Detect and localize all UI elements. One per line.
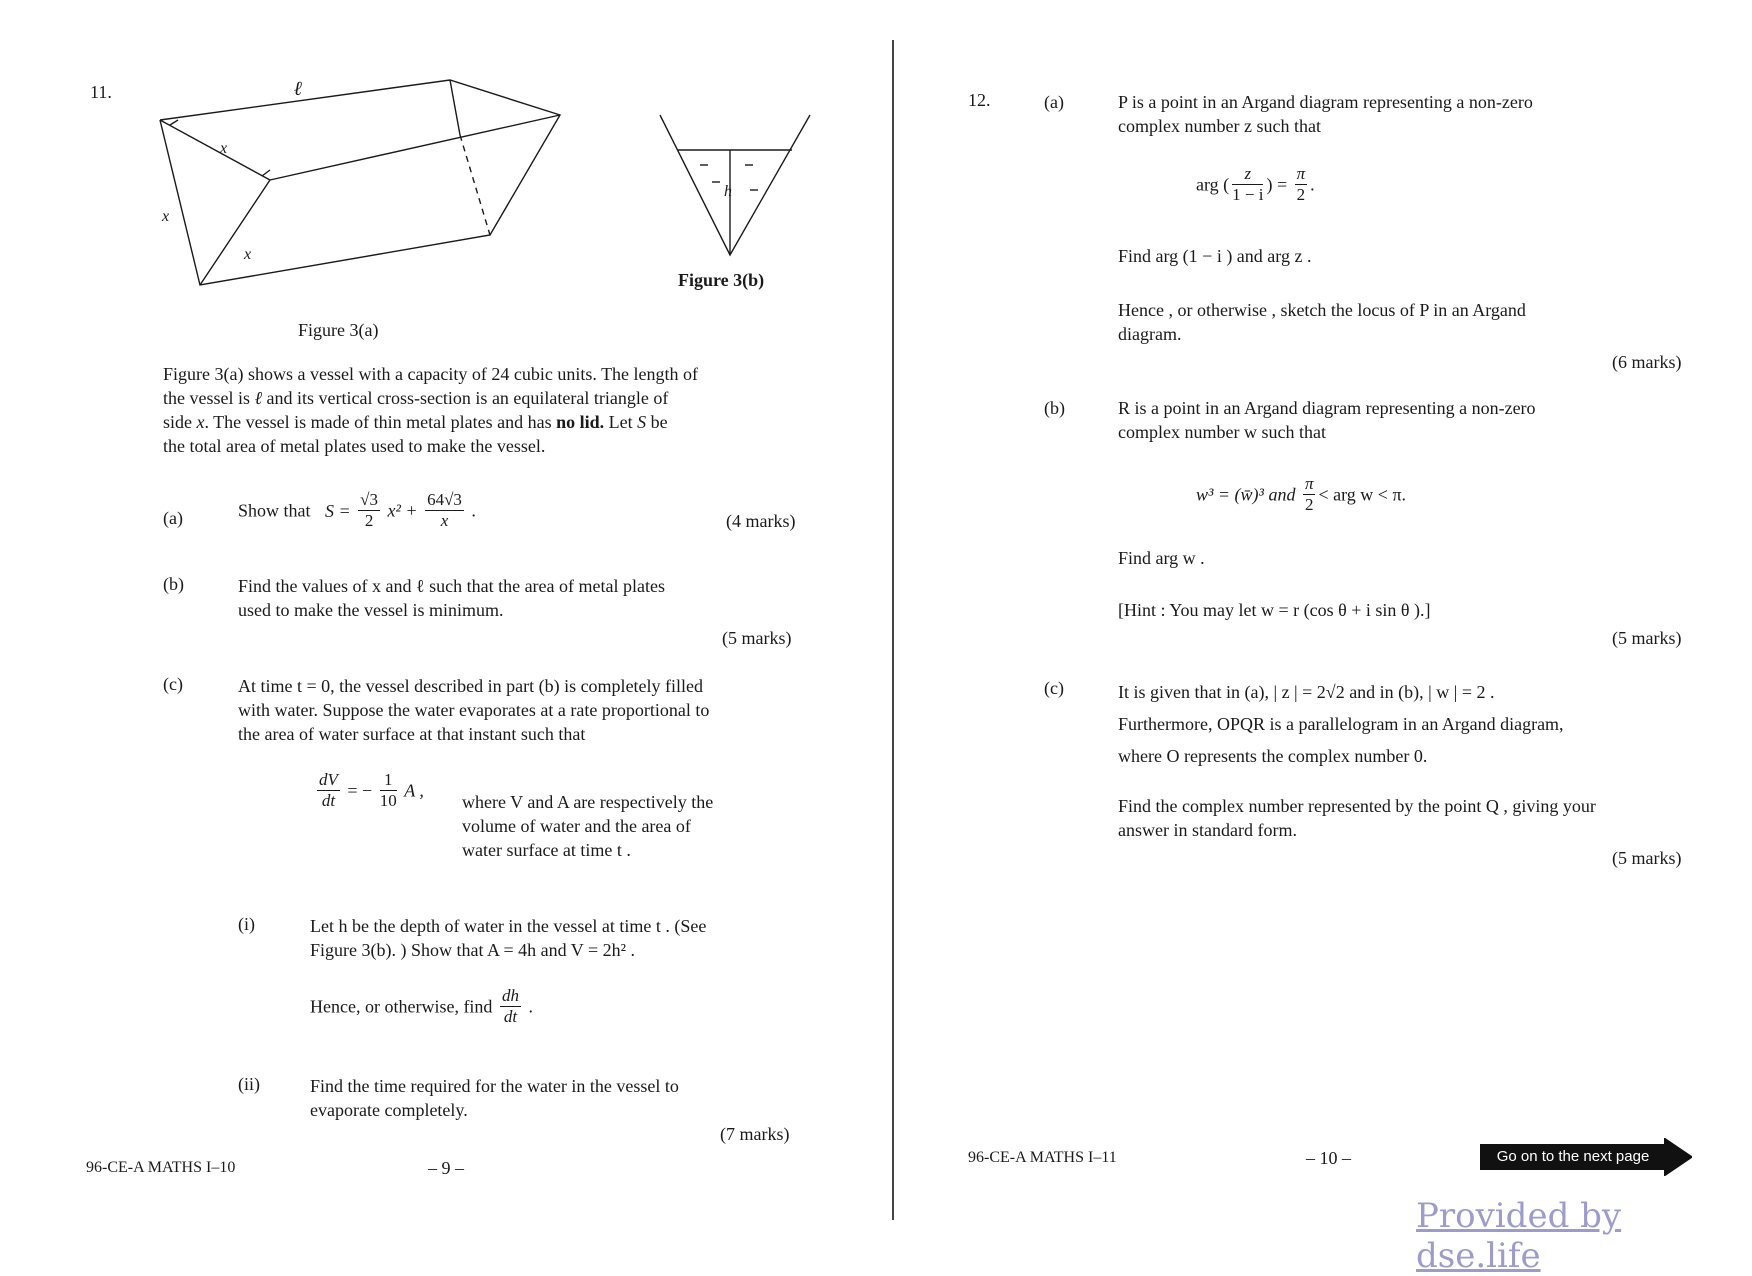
q12-part-c-find: Find the complex number represented by the point Q , giving your answer in standard form.: [1118, 796, 1596, 840]
figure-3a-vessel: [150, 70, 570, 320]
part-b-label: (b): [163, 574, 184, 594]
figure-3a-label-x-face: x: [244, 246, 252, 263]
intro-line-3: side x. The vessel is made of thin metal plates and has no lid. Let S be: [163, 412, 668, 432]
figure-3a-label-x-side: x: [162, 208, 170, 225]
figure-3b-caption: Figure 3(b): [678, 270, 765, 290]
part-b-text: Find the values of x and ℓ such that the area of metal plates used to make the vessel is minimum.: [238, 576, 665, 620]
intro-line-1: Figure 3(a) shows a vessel with a capacity of 24 cubic units. The length of: [163, 364, 699, 384]
part-c-text: At time t = 0, the vessel described in part (b) is completely filled with water. Suppose the water evaporates at a rate proportional to the area of water surface at that instant such that: [238, 676, 710, 744]
figure-3a-label-x-top: x: [220, 140, 228, 157]
part-ci-label: (i): [238, 914, 255, 934]
part-c-equation: $\frac{dV}{dt}$ = − $\frac{1}{10}$ A ,: [319, 770, 424, 810]
figure-3a-caption: Figure 3(a): [298, 320, 379, 340]
question-number-12: 12.: [968, 90, 991, 110]
part-ci-text: Let h be the depth of water in the vessel at time t . (See Figure 3(b). ) Show that A = 4h and V = 2h² .: [310, 916, 707, 960]
part-c-where: where V and A are respectively the volume of water and the area of water surface at time t .: [462, 792, 714, 860]
q12-part-a-marks: (6 marks): [1612, 352, 1682, 372]
q12-part-a-text: P is a point in an Argand diagram representing a non-zero complex number z such that: [1118, 92, 1533, 136]
q12-part-b-marks: (5 marks): [1612, 628, 1682, 648]
intro-paragraph: [163, 362, 811, 458]
q12-part-b-find: Find arg w .: [1118, 548, 1205, 568]
left-footer-code: 96-CE-A MATHS I–10: [86, 1159, 236, 1176]
part-a-marks: (4 marks): [726, 511, 796, 531]
q12-part-b-hint: [Hint : You may let w = r (cos θ + i sin θ ).]: [1118, 600, 1431, 620]
part-ci-hence: Hence, or otherwise, find $\frac{dh}{dt}$ .: [310, 986, 533, 1026]
q12-part-b-label: (b): [1044, 398, 1065, 418]
question-number-11: 11.: [90, 82, 112, 102]
part-cii-marks: (7 marks): [720, 1124, 790, 1144]
figure-3a-label-l: ℓ: [294, 78, 303, 100]
q12-part-a-equation: arg ( $\frac{z}{1 - i}$ ) = $\frac{\pi}{2}$ .: [1196, 164, 1315, 204]
watermark-link[interactable]: Provided by dse.life: [1416, 1196, 1622, 1276]
next-page-arrow: [1480, 1138, 1692, 1176]
right-footer-code: 96-CE-A MATHS I–11: [968, 1149, 1117, 1166]
part-c-label: (c): [163, 674, 183, 694]
part-a-statement: Show that S = $\frac{√3}{2}$ x² + $\frac{64√3}{x}$ .: [238, 490, 476, 530]
page-divider: [892, 40, 894, 1220]
part-a-label: (a): [163, 508, 183, 528]
left-page-number: – 9 –: [428, 1158, 464, 1178]
q12-part-c-text: It is given that in (a), | z | = 2√2 and in (b), | w | = 2 . Furthermore, OPQR is a parallelogram in an Argand diagram, where O represents the complex number 0.: [1118, 682, 1564, 766]
q12-part-c-marks: (5 marks): [1612, 848, 1682, 868]
q12-part-a-hence: Hence , or otherwise , sketch the locus of P in an Argand diagram.: [1118, 300, 1526, 344]
arrow-right-icon: [1664, 1138, 1692, 1176]
right-page-number: – 10 –: [1306, 1148, 1351, 1168]
figure-3b-label-h: h: [724, 183, 732, 200]
part-cii-text: Find the time required for the water in the vessel to evaporate completely.: [310, 1076, 679, 1120]
part-cii-label: (ii): [238, 1074, 260, 1094]
q12-part-b-text: R is a point in an Argand diagram representing a non-zero complex number w such that: [1118, 398, 1536, 442]
intro-line-2: the vessel is ℓ and its vertical cross-section is an equilateral triangle of: [163, 388, 669, 408]
q12-part-a-label: (a): [1044, 92, 1064, 112]
q12-part-b-equation: w³ = (w̄)³ and $\frac{\pi}{2}$ < arg w < π.: [1196, 474, 1407, 514]
intro-line-4: the total area of metal plates used to make the vessel.: [163, 436, 546, 456]
figure-3b-cross-section: [650, 110, 820, 260]
part-b-marks: (5 marks): [722, 628, 792, 648]
q12-part-c-label: (c): [1044, 678, 1064, 698]
q12-part-a-find: Find arg (1 − i ) and arg z .: [1118, 246, 1312, 266]
next-page-label: Go on to the next page: [1480, 1144, 1666, 1170]
